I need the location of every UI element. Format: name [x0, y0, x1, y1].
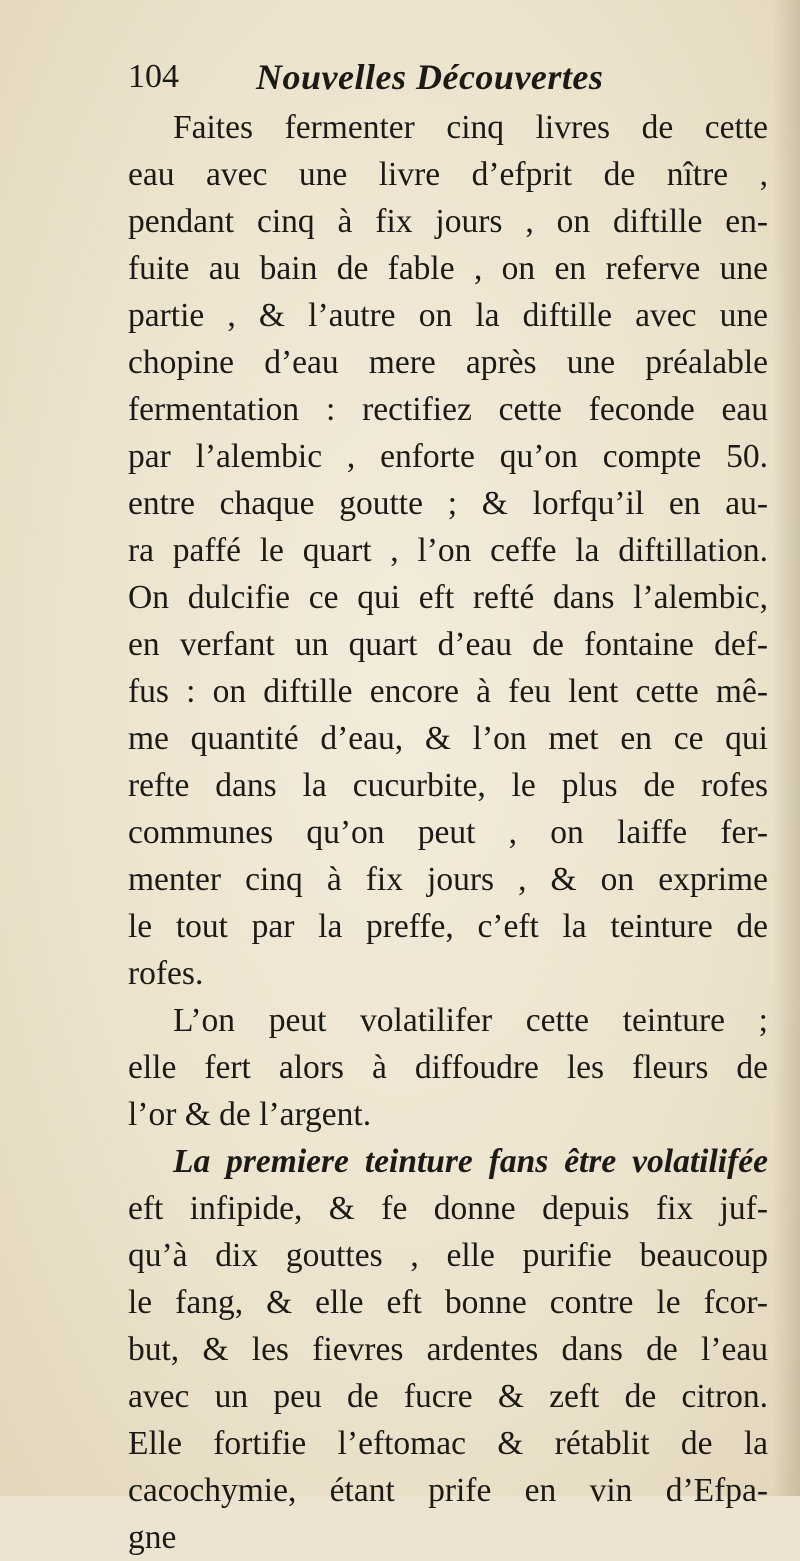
text-line: fermentation : rectifiez cette feconde eau	[128, 391, 768, 428]
text-line: cacochymie, étant prife en vin d’Efpa-	[128, 1472, 768, 1509]
page-number: 104	[128, 58, 179, 95]
text-line: le tout par la preffe, c’eft la teinture de	[128, 908, 768, 945]
text-line: gne	[128, 1519, 177, 1556]
body-text	[128, 104, 768, 1561]
text-line: La premiere teinture fans être volatilifée	[173, 1143, 768, 1180]
text-line: but, & les fievres ardentes dans de l’eau	[128, 1331, 768, 1368]
text-line: avec un peu de fucre & zeft de citron.	[128, 1378, 768, 1415]
text-line: en verfant un quart d’eau de fontaine def-	[128, 626, 768, 663]
text-line: elle fert alors à diffoudre les fleurs de	[128, 1049, 768, 1086]
text-line: communes qu’on peut , on laiffe fer-	[128, 814, 768, 851]
text-line: L’on peut volatilifer cette teinture ;	[173, 1002, 768, 1039]
text-line: fus : on diftille encore à feu lent cette mê-	[128, 673, 768, 710]
text-line: eft infipide, & fe donne depuis fix juf-	[128, 1190, 768, 1227]
text-line: le fang, & elle eft bonne contre le fcor-	[128, 1284, 768, 1321]
page-edge-shadow	[772, 0, 800, 1496]
page-header	[128, 52, 768, 102]
running-title: Nouvelles Découvertes	[256, 57, 604, 97]
text-line: Elle fortifie l’eftomac & rétablit de la	[128, 1425, 768, 1462]
text-line: entre chaque goutte ; & lorfqu’il en au-	[128, 485, 768, 522]
text-line: partie , & l’autre on la diftille avec une	[128, 297, 768, 334]
text-line: qu’à dix gouttes , elle purifie beaucoup	[128, 1237, 768, 1274]
text-line: me quantité d’eau, & l’on met en ce qui	[128, 720, 768, 757]
text-line: fuite au bain de fable , on en referve une	[128, 250, 768, 287]
text-line: menter cinq à fix jours , & on exprime	[128, 861, 768, 898]
text-line: chopine d’eau mere après une préalable	[128, 344, 768, 381]
text-line: ra paffé le quart , l’on ceffe la diftillation.	[128, 532, 768, 569]
text-line: par l’alembic , enforte qu’on compte 50.	[128, 438, 768, 475]
text-line: eau avec une livre d’efprit de nître ,	[128, 156, 768, 193]
text-line: pendant cinq à fix jours , on diftille en-	[128, 203, 768, 240]
text-line: rofes.	[128, 955, 204, 992]
text-line: Faites fermenter cinq livres de cette	[173, 109, 768, 146]
text-line: refte dans la cucurbite, le plus de rofes	[128, 767, 768, 804]
text-line: On dulcifie ce qui eft refté dans l’alembic,	[128, 579, 768, 616]
text-line: l’or & de l’argent.	[128, 1096, 372, 1133]
